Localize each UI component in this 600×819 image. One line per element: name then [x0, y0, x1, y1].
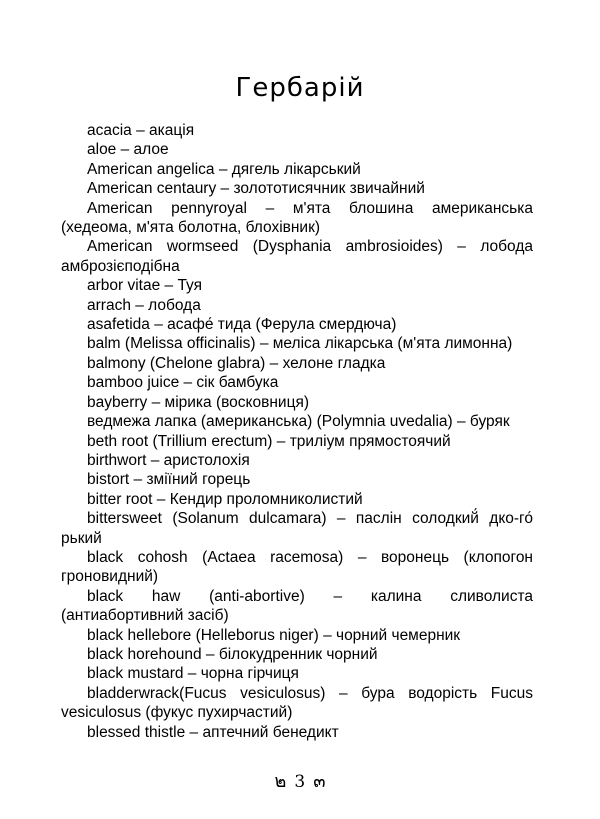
glossary-entry: black cohosh (Actaea racemosa) – воронець (клопогон гроновидний): [61, 548, 533, 586]
glossary-entry: acacia – акація: [87, 122, 195, 139]
page-footer: [0, 770, 600, 794]
glossary-entry: balm (Melissa officinalis) – меліса лікарська (м'ята лимонна): [87, 335, 513, 353]
glossary-entry: asafetida – асафе́ тида (Ферула смердюча): [87, 316, 397, 334]
glossary-entry: bayberry – мірика (восковниця): [87, 393, 310, 411]
glossary-entry: black haw (anti-abortive) – калина сливолиста (антиабортивний засіб): [61, 587, 533, 625]
ornament-right-icon: ๓: [313, 771, 326, 792]
glossary-entry: bittersweet (Solanum dulcamara) – паслін солодкий́ дко-го́ рький: [61, 510, 533, 547]
glossary-entry: balmony (Chelone glabra) – хелоне гладка: [87, 354, 386, 372]
glossary-entry: bistort – зміїний горець: [87, 471, 251, 489]
glossary-entry: birthwort – аристолохія: [87, 451, 250, 469]
glossary-entry: ведмежа лапка (американська) (Polymnia uvedalia) – буряк: [87, 413, 510, 431]
glossary-entry: bladderwrack(Fucus vesiculosus) – бура водорість Fucus vesiculosus (фукус пухирчастий): [61, 684, 533, 722]
glossary-entry: blessed thistle – аптечний бенедикт: [87, 723, 339, 741]
glossary-entry: American pennyroyal – м'ята блошина американська (хедеома, м'ята болотна, блохівник): [61, 199, 533, 237]
glossary-entry: American angelica – дягель лікарський: [87, 160, 361, 178]
ornament-left-icon: ๒: [274, 771, 287, 792]
glossary-entry: bamboo juice – сік бамбука: [87, 374, 279, 392]
glossary-entry: American wormseed (Dysphania ambrosioides) – лобода амброзієподібна: [61, 238, 533, 275]
glossary-entry: arbor vitae – Туя: [87, 277, 203, 295]
glossary-entry: American centaury – золототисячник звичайний: [87, 180, 425, 198]
glossary-list: [61, 121, 533, 742]
glossary-entry: black mustard – чорна гірчиця: [87, 665, 299, 683]
glossary-entry: arrach – лобода: [87, 296, 201, 314]
page-number: 3: [294, 772, 306, 792]
glossary-entry: black hellebore (Helleborus niger) – чорний чемерник: [87, 626, 461, 644]
page-title: Гербарій: [235, 73, 365, 103]
glossary-entry: beth root (Trillium erectum) – триліум прямостоячий: [87, 432, 451, 450]
glossary-entry: black horehound – білокудренник чорний: [87, 645, 378, 663]
glossary-entry: bitter root – Кендир проломниколистий: [87, 490, 363, 508]
glossary-entry: aloe – алое: [87, 141, 169, 159]
